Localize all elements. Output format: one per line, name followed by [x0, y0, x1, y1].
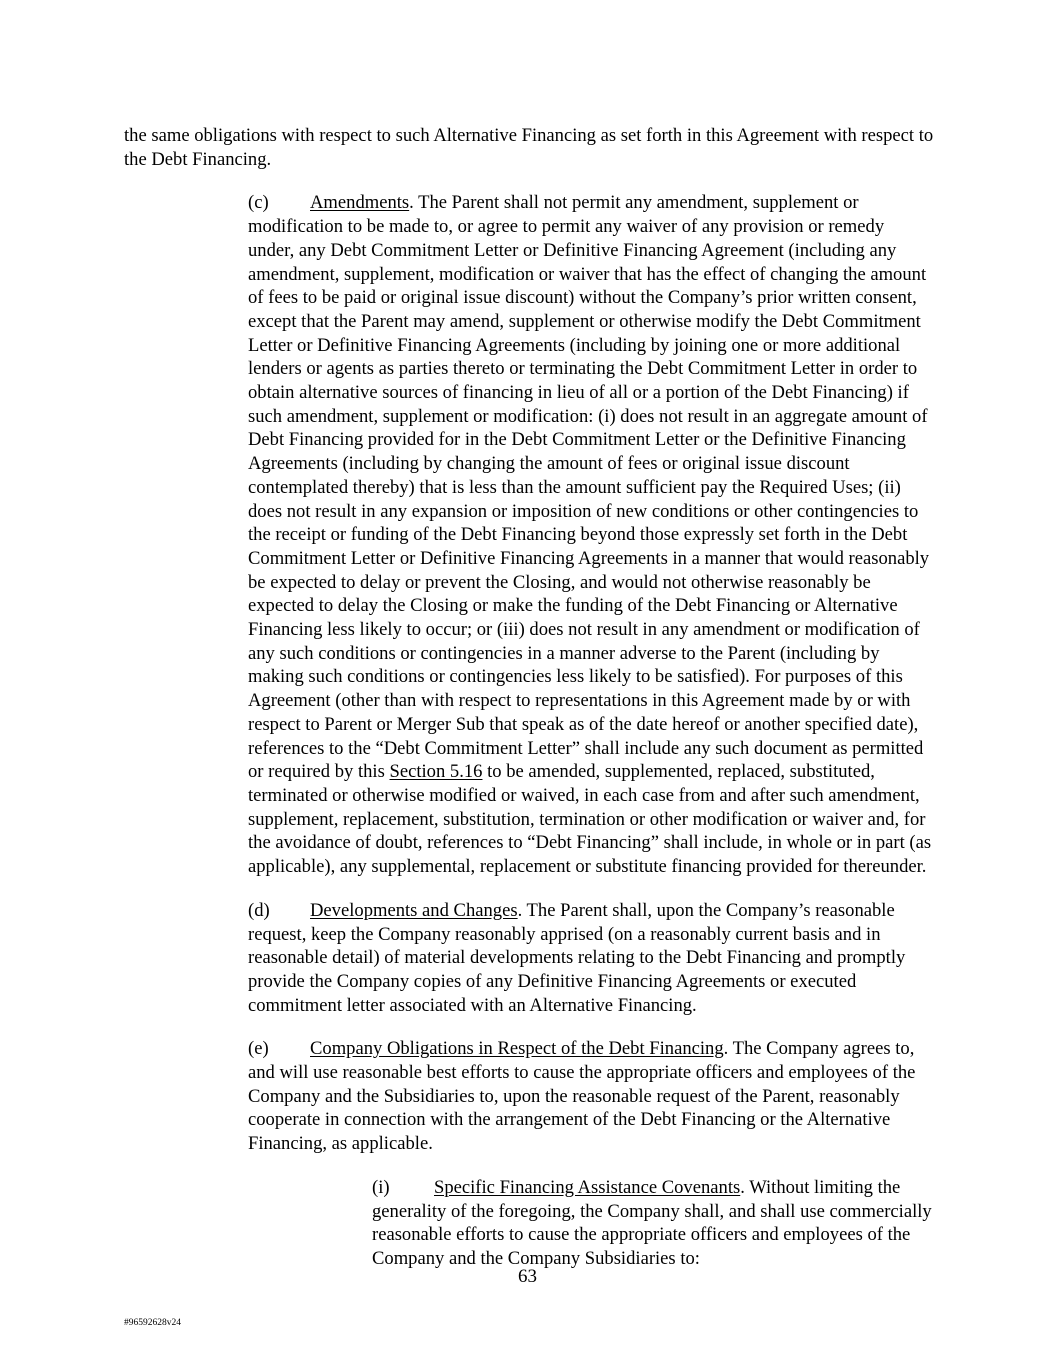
paragraph-d-text: . The Parent shall, upon the Company’s reasonable request, keep the Company reasonably apprised (on a reasonably current basis and in reasonable detail) of material developments relating to the Debt Financing and promptly provide the Company copies of any Definitive Financing Agreements or executed commitment letter associated with an Alternative Financing.: [248, 899, 906, 1016]
paragraph-d-heading: Developments and Changes: [310, 899, 518, 921]
paragraph-c-text-1: . The Parent shall not permit any amendment, supplement or modification to be made to, or agree to permit any waiver of any provision or remedy under, any Debt Commitment Letter or Definitive Financing Agreement (including any amendment, supplement, modification or waiver that has the effect of changing the amount of fees to be paid or original issue discount) without the Company’s prior written consent, except that the Parent may amend, supplement or otherwise modify the Debt Commitment Letter or Definitive Financing Agreements (including by joining one or more additional lenders or agents as parties thereto or terminating the Debt Commitment Letter in order to obtain alternative sources of financing in lieu of all or a portion of the Debt Financing) if such amendment, supplement or modification: (i) does not result in an aggregate amount of Debt Financing provided for in the Debt Commitment Letter or the Definitive Financing Agreements (including by changing the amount of fees or original issue discount contemplated thereby) that is less than the amount sufficient pay the Required Uses; (ii) does not result in any expansion or imposition of new conditions or other contingencies to the receipt or funding of the Debt Financing beyond those expressly set forth in the Debt Commitment Letter or Definitive Financing Agreements in a manner that would reasonably be expected to delay or prevent the Closing, and would not otherwise reasonably be expected to delay the Closing or make the funding of the Debt Financing or Alternative Financing less likely to occur; or (iii) does not result in any amendment or modification of any such conditions or contingencies in a manner adverse to the Parent (including by making such conditions or contingencies less likely to be satisfied). For purposes of this Agreement (other than with respect to representations in this Agreement made by or with respect to Parent or Merger Sub that speak as of the date hereof or another specified date), references to the “Debt Commitment Letter” shall include any such document as permitted or required by this: [248, 192, 930, 783]
paragraph-c-text-2: to be amended, supplemented, replaced, substituted, terminated or otherwise modified or waived, in each case from and after such amendment, supplement, replacement, substitution, termination or other modification or waiver and, for the avoidance of doubt, references to “Debt Financing” shall include, in whole or in part (as applicable), any supplemental, replacement or substitute financing provided for thereunder.: [248, 761, 932, 878]
paragraph-e-label: (e): [248, 1038, 269, 1060]
paragraph-d-developments: [124, 899, 934, 1018]
document-id: #96592628v24: [124, 1318, 181, 1328]
paragraph-e-i-heading: Specific Financing Assistance Covenants: [434, 1176, 741, 1198]
paragraph-e-heading: Company Obligations in Respect of the Debt Financing: [310, 1038, 724, 1060]
section-5-16-reference: Section 5.16: [389, 761, 483, 783]
paragraph-e-i-assistance-covenants: [124, 1176, 934, 1271]
paragraph-e-company-obligations: [124, 1037, 934, 1156]
paragraph-e-text: . The Company agrees to, and will use reasonable best efforts to cause the appropriate officers and employees of the Company and the Subsidiaries to, upon the reasonable request of the Parent, reasonably cooperate in connection with the arrangement of the Debt Financing or the Alternative Financing, as applicable.: [248, 1038, 916, 1155]
page-number: 63: [518, 1266, 537, 1287]
document-page: [124, 124, 934, 1291]
paragraph-e-i-label: (i): [372, 1176, 390, 1198]
paragraph-c-amendments: [124, 191, 934, 878]
paragraph-c-heading: Amendments: [310, 192, 410, 214]
paragraph-e-i-text: . Without limiting the generality of the foregoing, the Company shall, and shall use commercially reasonable efforts to cause the appropriate officers and employees of the Company and the Company Subsidiaries to:: [372, 1176, 932, 1269]
paragraph-continuation: the same obligations with respect to such Alternative Financing as set forth in this Agreement with respect to the Debt Financing.: [124, 125, 934, 170]
paragraph-c-label: (c): [248, 192, 269, 214]
paragraph-d-label: (d): [248, 899, 270, 921]
